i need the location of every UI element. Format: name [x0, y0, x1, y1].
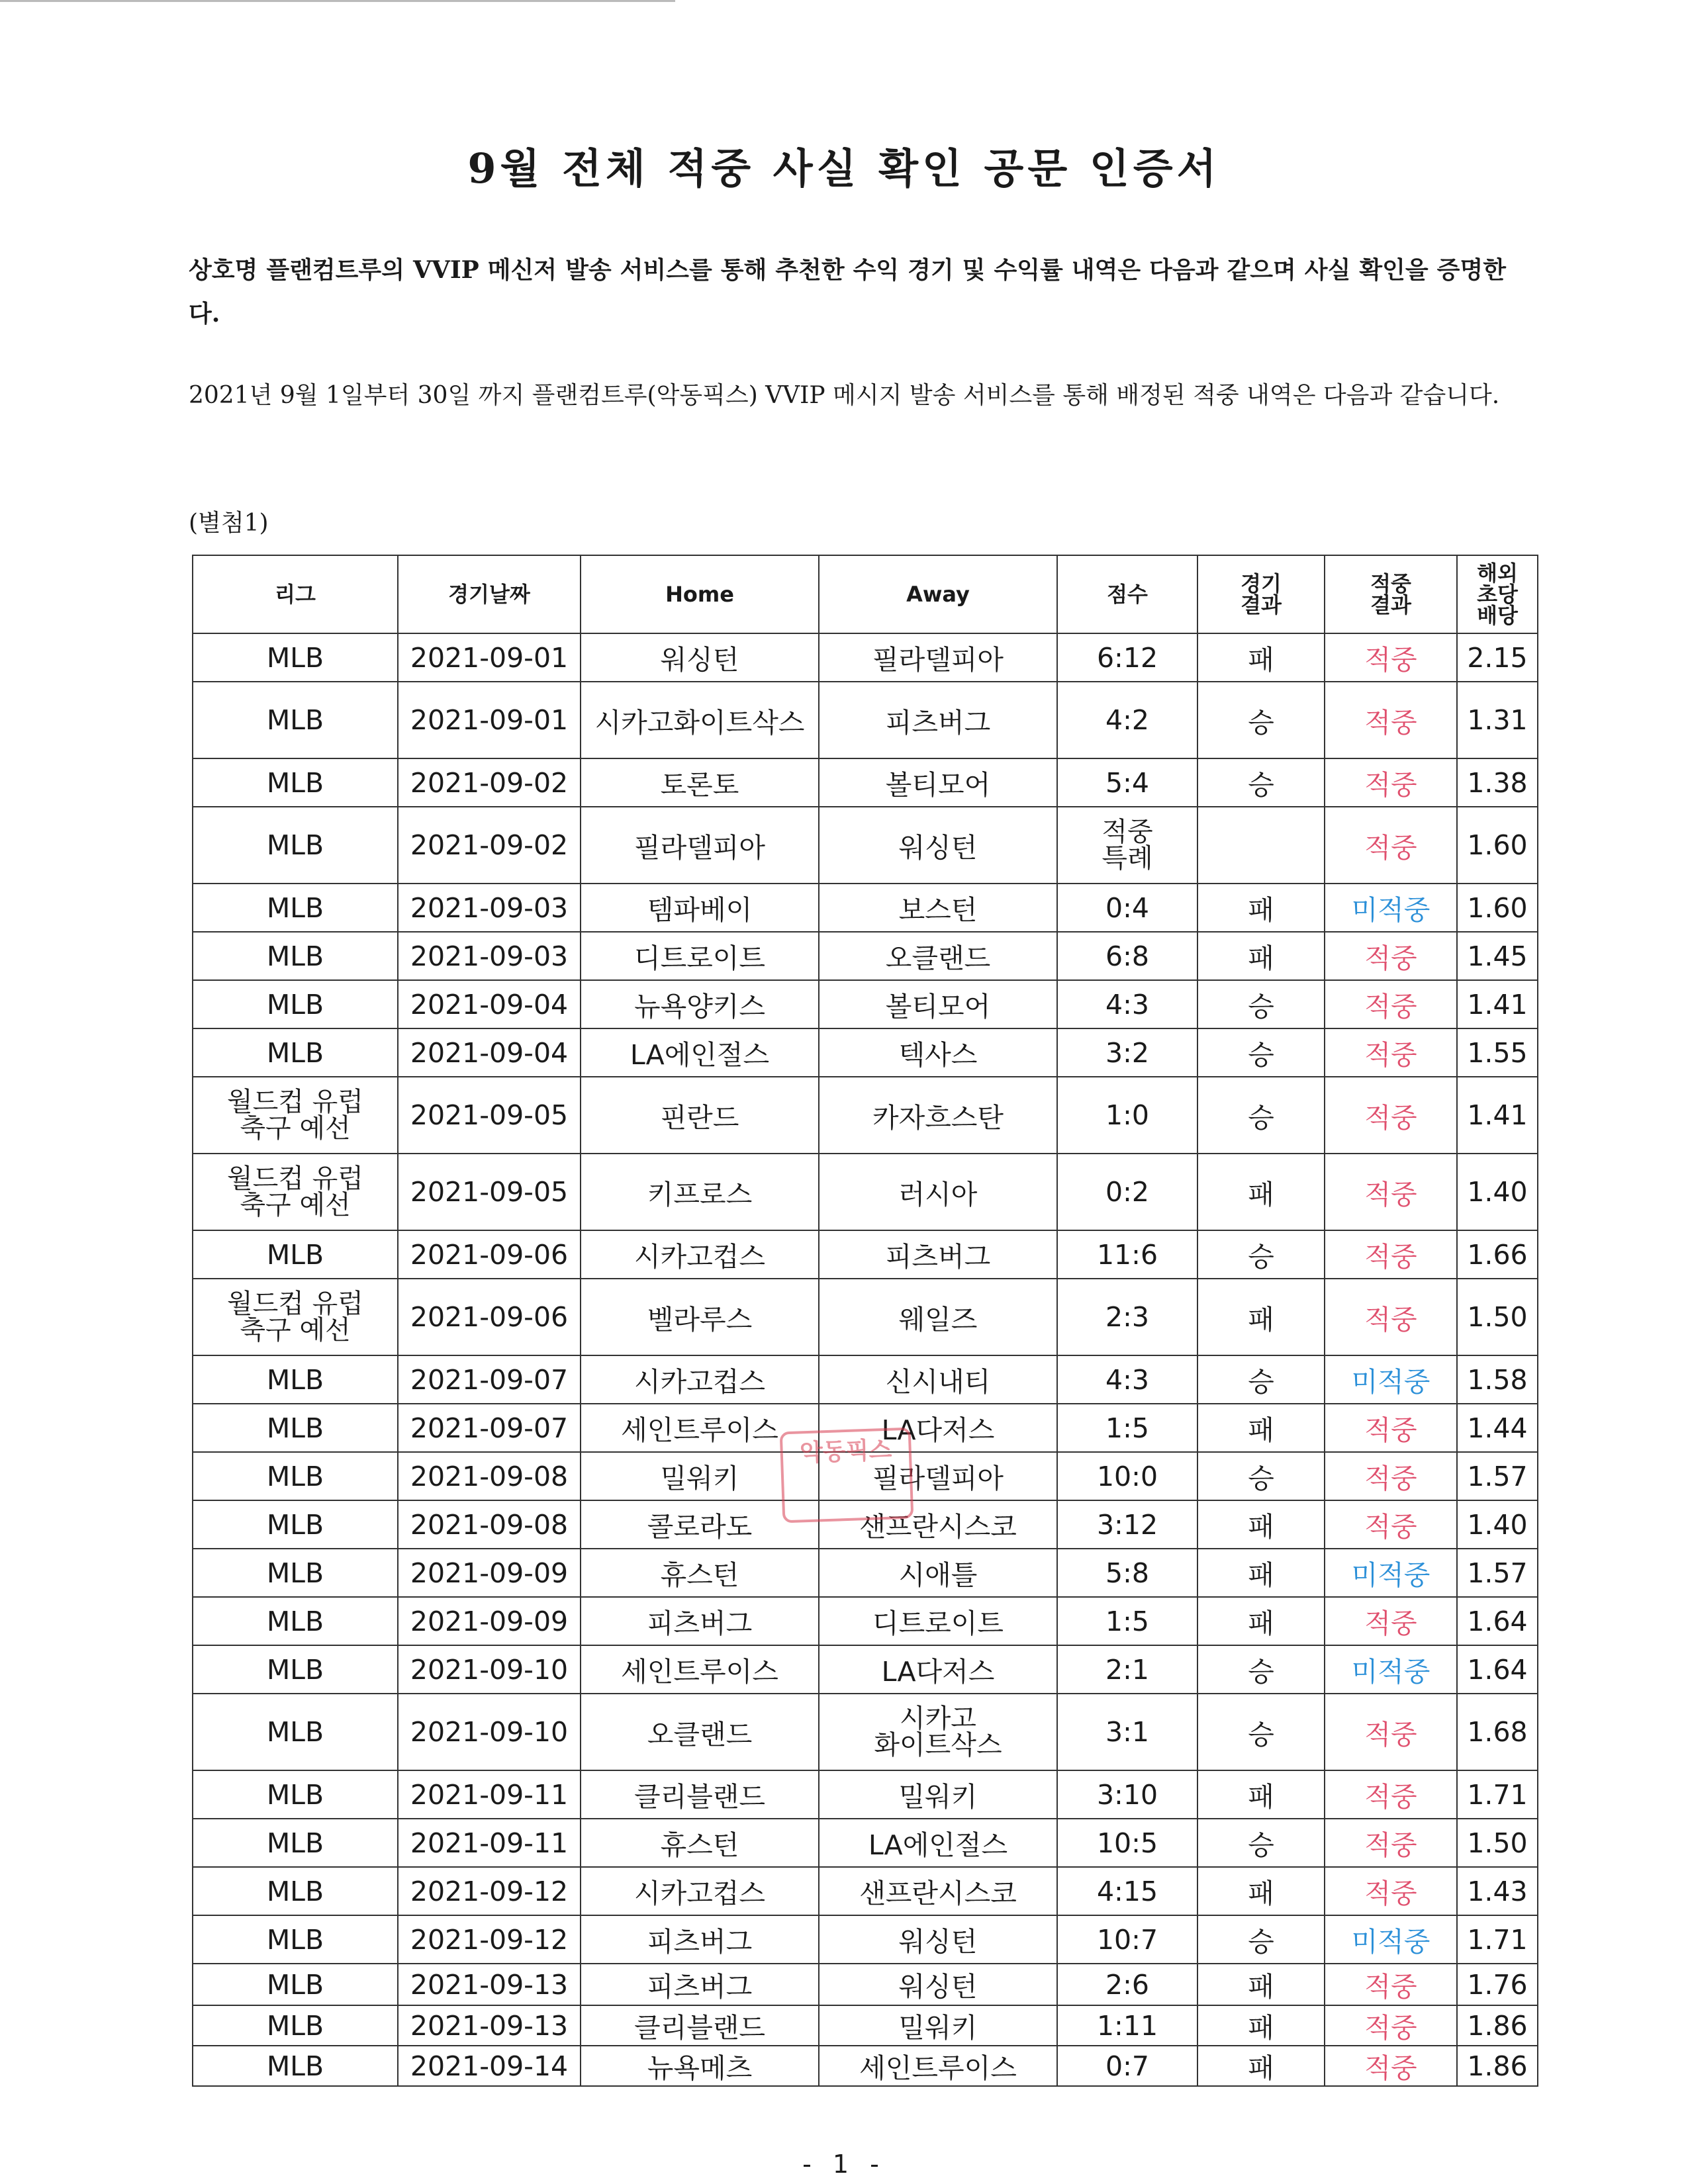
cell-result: 패 — [1197, 1867, 1325, 1915]
cell-score: 11:6 — [1057, 1230, 1197, 1279]
cell-hit: 미적중 — [1325, 1915, 1457, 1964]
cell-away: 신시내티 — [819, 1355, 1057, 1404]
cell-odds: 1.76 — [1457, 1964, 1538, 2005]
cell-odds: 1.60 — [1457, 807, 1538, 884]
cell-score: 2:1 — [1057, 1645, 1197, 1694]
cell-hit: 미적중 — [1325, 1549, 1457, 1597]
cell-odds: 1.40 — [1457, 1500, 1538, 1549]
cell-score: 3:2 — [1057, 1028, 1197, 1077]
cell-date: 2021-09-05 — [398, 1154, 581, 1230]
cell-home: 키프로스 — [581, 1154, 819, 1230]
table-row — [193, 980, 1538, 1028]
cell-hit: 미적중 — [1325, 884, 1457, 932]
cell-odds: 1.86 — [1457, 2005, 1538, 2046]
cell-date: 2021-09-01 — [398, 682, 581, 758]
cell-result: 패 — [1197, 1549, 1325, 1597]
cell-league: MLB — [193, 2005, 398, 2046]
cell-league: MLB — [193, 1028, 398, 1077]
cell-league: 월드컵 유럽 축구 예선 — [193, 1279, 398, 1355]
column-header: 경기 결과 — [1197, 555, 1325, 633]
table-row — [193, 1867, 1538, 1915]
cell-odds: 1.40 — [1457, 1154, 1538, 1230]
cell-away: 샌프란시스코 — [819, 1500, 1057, 1549]
cell-away: 워싱턴 — [819, 1964, 1057, 2005]
cell-result: 패 — [1197, 633, 1325, 682]
cell-score: 5:4 — [1057, 758, 1197, 807]
cell-away: 샌프란시스코 — [819, 1867, 1057, 1915]
cell-date: 2021-09-01 — [398, 633, 581, 682]
cell-home: 피츠버그 — [581, 1964, 819, 2005]
cell-date: 2021-09-10 — [398, 1694, 581, 1770]
cell-score: 1:5 — [1057, 1404, 1197, 1452]
cell-home: 필라델피아 — [581, 807, 819, 884]
cell-away: 밀워키 — [819, 1770, 1057, 1819]
cell-away: 텍사스 — [819, 1028, 1057, 1077]
cell-away: 카자흐스탄 — [819, 1077, 1057, 1154]
cell-date: 2021-09-04 — [398, 980, 581, 1028]
cell-away: 워싱턴 — [819, 807, 1057, 884]
cell-date: 2021-09-12 — [398, 1867, 581, 1915]
cell-league: MLB — [193, 932, 398, 980]
cell-score: 1:0 — [1057, 1077, 1197, 1154]
cell-league: MLB — [193, 884, 398, 932]
cell-odds: 1.43 — [1457, 1867, 1538, 1915]
cell-league: 월드컵 유럽 축구 예선 — [193, 1077, 398, 1154]
cell-home: LA에인절스 — [581, 1028, 819, 1077]
cell-odds: 1.64 — [1457, 1597, 1538, 1645]
cell-odds: 1.71 — [1457, 1915, 1538, 1964]
cell-result: 승 — [1197, 1077, 1325, 1154]
cell-score: 6:8 — [1057, 932, 1197, 980]
cell-score: 0:2 — [1057, 1154, 1197, 1230]
cell-away: 오클랜드 — [819, 932, 1057, 980]
cell-date: 2021-09-03 — [398, 932, 581, 980]
cell-league: MLB — [193, 1645, 398, 1694]
cell-score: 1:11 — [1057, 2005, 1197, 2046]
cell-odds: 1.57 — [1457, 1549, 1538, 1597]
table-row — [193, 1028, 1538, 1077]
cell-result: 승 — [1197, 1355, 1325, 1404]
intro-statement: 상호명 플랜컴트루의 VVIP 메신저 발송 서비스를 통해 추천한 수익 경기 및 수익률 내역은 다음과 같으며 사실 확인을 증명한다. — [189, 256, 1506, 328]
company-seal-stamp — [780, 1428, 914, 1524]
cell-result: 승 — [1197, 1645, 1325, 1694]
cell-league: MLB — [193, 758, 398, 807]
cell-result: 패 — [1197, 1597, 1325, 1645]
attachment-label: (별첨1) — [189, 510, 269, 537]
cell-home: 핀란드 — [581, 1077, 819, 1154]
cell-hit: 적중 — [1325, 2005, 1457, 2046]
table-row — [193, 807, 1538, 884]
cell-date: 2021-09-02 — [398, 807, 581, 884]
table-header-row — [193, 555, 1538, 633]
cell-hit: 적중 — [1325, 1770, 1457, 1819]
cell-hit: 적중 — [1325, 980, 1457, 1028]
cell-hit: 적중 — [1325, 2046, 1457, 2086]
cell-result: 패 — [1197, 1500, 1325, 1549]
cell-league: MLB — [193, 1964, 398, 2005]
cell-hit: 적중 — [1325, 1028, 1457, 1077]
cell-score: 4:2 — [1057, 682, 1197, 758]
cell-home: 오클랜드 — [581, 1694, 819, 1770]
table-body — [193, 633, 1538, 2086]
cell-score: 4:3 — [1057, 980, 1197, 1028]
table-row — [193, 1597, 1538, 1645]
cell-hit: 적중 — [1325, 1694, 1457, 1770]
cell-away: LA다저스 — [819, 1645, 1057, 1694]
column-header: 경기날짜 — [398, 555, 581, 633]
cell-score: 3:12 — [1057, 1500, 1197, 1549]
cell-away: 필라델피아 — [819, 1452, 1057, 1500]
cell-odds: 1.57 — [1457, 1452, 1538, 1500]
cell-home: 시카고컵스 — [581, 1867, 819, 1915]
table-row — [193, 1770, 1538, 1819]
cell-odds: 1.71 — [1457, 1770, 1538, 1819]
cell-result: 승 — [1197, 1230, 1325, 1279]
cell-home: 토론토 — [581, 758, 819, 807]
cell-odds: 1.50 — [1457, 1819, 1538, 1867]
table-row — [193, 1964, 1538, 2005]
table-row — [193, 1549, 1538, 1597]
cell-odds: 1.41 — [1457, 1077, 1538, 1154]
cell-odds: 1.64 — [1457, 1645, 1538, 1694]
cell-home: 클리블랜드 — [581, 1770, 819, 1819]
cell-score: 4:15 — [1057, 1867, 1197, 1915]
cell-score: 6:12 — [1057, 633, 1197, 682]
cell-home: 템파베이 — [581, 884, 819, 932]
cell-result: 패 — [1197, 1279, 1325, 1355]
table-row — [193, 1819, 1538, 1867]
cell-home: 시카고화이트삭스 — [581, 682, 819, 758]
cell-home: 뉴욕양키스 — [581, 980, 819, 1028]
cell-away: 웨일즈 — [819, 1279, 1057, 1355]
scan-top-edge — [0, 0, 675, 2]
cell-away: 워싱턴 — [819, 1915, 1057, 1964]
cell-hit: 적중 — [1325, 932, 1457, 980]
cell-away: 볼티모어 — [819, 980, 1057, 1028]
cell-result: 승 — [1197, 1452, 1325, 1500]
cell-result — [1197, 807, 1325, 884]
cell-result: 패 — [1197, 2046, 1325, 2086]
cell-away: 밀워키 — [819, 2005, 1057, 2046]
table-row — [193, 932, 1538, 980]
cell-league: MLB — [193, 1549, 398, 1597]
cell-score: 0:7 — [1057, 2046, 1197, 2086]
cell-result: 패 — [1197, 884, 1325, 932]
cell-hit: 적중 — [1325, 682, 1457, 758]
cell-hit: 적중 — [1325, 758, 1457, 807]
cell-home: 세인트루이스 — [581, 1645, 819, 1694]
cell-odds: 1.68 — [1457, 1694, 1538, 1770]
cell-score: 2:6 — [1057, 1964, 1197, 2005]
cell-away: 세인트루이스 — [819, 2046, 1057, 2086]
column-header: 점수 — [1057, 555, 1197, 633]
table-row — [193, 1230, 1538, 1279]
cell-home: 휴스턴 — [581, 1819, 819, 1867]
cell-hit: 적중 — [1325, 807, 1457, 884]
cell-league: MLB — [193, 807, 398, 884]
cell-home: 벨라루스 — [581, 1279, 819, 1355]
cell-hit: 미적중 — [1325, 1355, 1457, 1404]
cell-score: 3:1 — [1057, 1694, 1197, 1770]
cell-away: LA에인절스 — [819, 1819, 1057, 1867]
cell-result: 승 — [1197, 1819, 1325, 1867]
cell-league: MLB — [193, 1867, 398, 1915]
cell-home: 휴스턴 — [581, 1549, 819, 1597]
table-row — [193, 1077, 1538, 1154]
cell-result: 승 — [1197, 980, 1325, 1028]
cell-result: 패 — [1197, 1770, 1325, 1819]
cell-away: 피츠버그 — [819, 682, 1057, 758]
cell-away: 시애틀 — [819, 1549, 1057, 1597]
table-row — [193, 633, 1538, 682]
cell-date: 2021-09-06 — [398, 1279, 581, 1355]
cell-away: 러시아 — [819, 1154, 1057, 1230]
cell-date: 2021-09-02 — [398, 758, 581, 807]
cell-home: 콜로라도 — [581, 1500, 819, 1549]
cell-odds: 1.38 — [1457, 758, 1538, 807]
table-row — [193, 758, 1538, 807]
cell-date: 2021-09-10 — [398, 1645, 581, 1694]
cell-score: 2:3 — [1057, 1279, 1197, 1355]
cell-date: 2021-09-04 — [398, 1028, 581, 1077]
table-row — [193, 1694, 1538, 1770]
cell-league: MLB — [193, 980, 398, 1028]
cell-odds: 1.50 — [1457, 1279, 1538, 1355]
cell-score: 10:5 — [1057, 1819, 1197, 1867]
cell-league: MLB — [193, 1915, 398, 1964]
cell-date: 2021-09-12 — [398, 1915, 581, 1964]
period-statement: 2021년 9월 1일부터 30일 까지 플랜컴트루(악동픽스) VVIP 메시지 발송 서비스를 통해 배정된 적중 내역은 다음과 같습니다. — [189, 382, 1500, 409]
cell-result: 패 — [1197, 1964, 1325, 2005]
cell-odds: 1.58 — [1457, 1355, 1538, 1404]
table-row — [193, 1915, 1538, 1964]
stamp-text: 악동픽스 — [799, 1436, 892, 1467]
cell-odds: 1.86 — [1457, 2046, 1538, 2086]
cell-date: 2021-09-11 — [398, 1770, 581, 1819]
cell-home: 클리블랜드 — [581, 2005, 819, 2046]
table-row — [193, 1279, 1538, 1355]
table-row — [193, 1355, 1538, 1404]
cell-date: 2021-09-09 — [398, 1549, 581, 1597]
cell-odds: 1.41 — [1457, 980, 1538, 1028]
cell-score: 1:5 — [1057, 1597, 1197, 1645]
cell-score: 10:0 — [1057, 1452, 1197, 1500]
cell-result: 승 — [1197, 1028, 1325, 1077]
cell-date: 2021-09-13 — [398, 2005, 581, 2046]
table-row — [193, 1154, 1538, 1230]
cell-away: 볼티모어 — [819, 758, 1057, 807]
cell-league: MLB — [193, 1230, 398, 1279]
cell-league: MLB — [193, 1500, 398, 1549]
cell-score: 0:4 — [1057, 884, 1197, 932]
table-row — [193, 884, 1538, 932]
cell-hit: 적중 — [1325, 1154, 1457, 1230]
cell-result: 패 — [1197, 1154, 1325, 1230]
cell-home: 피츠버그 — [581, 1597, 819, 1645]
cell-date: 2021-09-08 — [398, 1452, 581, 1500]
cell-away: 피츠버그 — [819, 1230, 1057, 1279]
cell-odds: 1.45 — [1457, 932, 1538, 980]
cell-date: 2021-09-07 — [398, 1404, 581, 1452]
cell-league: MLB — [193, 682, 398, 758]
cell-league: 월드컵 유럽 축구 예선 — [193, 1154, 398, 1230]
cell-league: MLB — [193, 1597, 398, 1645]
cell-hit: 적중 — [1325, 1404, 1457, 1452]
page-title: 9월 전체 적중 사실 확인 공문 인증서 — [467, 144, 1221, 193]
cell-odds: 2.15 — [1457, 633, 1538, 682]
cell-date: 2021-09-07 — [398, 1355, 581, 1404]
cell-hit: 미적중 — [1325, 1645, 1457, 1694]
cell-result: 패 — [1197, 2005, 1325, 2046]
page-number: - 1 - — [802, 2150, 886, 2179]
results-table — [192, 555, 1538, 2087]
cell-hit: 적중 — [1325, 1867, 1457, 1915]
cell-league: MLB — [193, 1355, 398, 1404]
cell-score: 4:3 — [1057, 1355, 1197, 1404]
cell-away: 보스턴 — [819, 884, 1057, 932]
cell-score: 10:7 — [1057, 1915, 1197, 1964]
cell-date: 2021-09-03 — [398, 884, 581, 932]
cell-date: 2021-09-05 — [398, 1077, 581, 1154]
cell-league: MLB — [193, 633, 398, 682]
cell-league: MLB — [193, 1770, 398, 1819]
column-header: Away — [819, 555, 1057, 633]
cell-hit: 적중 — [1325, 1077, 1457, 1154]
cell-home: 피츠버그 — [581, 1915, 819, 1964]
cell-result: 패 — [1197, 1404, 1325, 1452]
cell-home: 뉴욕메츠 — [581, 2046, 819, 2086]
column-header: 해외 초당 배당 — [1457, 555, 1538, 633]
cell-hit: 적중 — [1325, 1597, 1457, 1645]
cell-home: 시카고컵스 — [581, 1230, 819, 1279]
cell-odds: 1.66 — [1457, 1230, 1538, 1279]
table-row — [193, 2046, 1538, 2086]
cell-hit: 적중 — [1325, 1230, 1457, 1279]
cell-hit: 적중 — [1325, 1500, 1457, 1549]
cell-home: 밀워키 — [581, 1452, 819, 1500]
cell-home: 세인트루이스 — [581, 1404, 819, 1452]
column-header: 리그 — [193, 555, 398, 633]
cell-home: 디트로이트 — [581, 932, 819, 980]
cell-away: 디트로이트 — [819, 1597, 1057, 1645]
cell-league: MLB — [193, 1694, 398, 1770]
cell-date: 2021-09-08 — [398, 1500, 581, 1549]
cell-result: 승 — [1197, 1915, 1325, 1964]
cell-date: 2021-09-06 — [398, 1230, 581, 1279]
column-header: 적중 결과 — [1325, 555, 1457, 633]
cell-away: 필라델피아 — [819, 633, 1057, 682]
cell-hit: 적중 — [1325, 1964, 1457, 2005]
cell-result: 승 — [1197, 758, 1325, 807]
cell-result: 승 — [1197, 682, 1325, 758]
cell-result: 패 — [1197, 932, 1325, 980]
cell-result: 승 — [1197, 1694, 1325, 1770]
cell-date: 2021-09-11 — [398, 1819, 581, 1867]
table-row — [193, 682, 1538, 758]
cell-home: 워싱턴 — [581, 633, 819, 682]
cell-score: 적중 특례 — [1057, 807, 1197, 884]
table-row — [193, 2005, 1538, 2046]
cell-odds: 1.60 — [1457, 884, 1538, 932]
table-row — [193, 1645, 1538, 1694]
cell-score: 5:8 — [1057, 1549, 1197, 1597]
cell-odds: 1.55 — [1457, 1028, 1538, 1077]
cell-hit: 적중 — [1325, 1452, 1457, 1500]
cell-league: MLB — [193, 2046, 398, 2086]
cell-league: MLB — [193, 1819, 398, 1867]
cell-home: 시카고컵스 — [581, 1355, 819, 1404]
cell-away: LA다저스 — [819, 1404, 1057, 1452]
cell-hit: 적중 — [1325, 1279, 1457, 1355]
cell-hit: 적중 — [1325, 633, 1457, 682]
cell-away: 시카고 화이트삭스 — [819, 1694, 1057, 1770]
cell-date: 2021-09-13 — [398, 1964, 581, 2005]
cell-odds: 1.44 — [1457, 1404, 1538, 1452]
cell-date: 2021-09-09 — [398, 1597, 581, 1645]
column-header: Home — [581, 555, 819, 633]
cell-odds: 1.31 — [1457, 682, 1538, 758]
cell-date: 2021-09-14 — [398, 2046, 581, 2086]
cell-league: MLB — [193, 1452, 398, 1500]
cell-score: 3:10 — [1057, 1770, 1197, 1819]
cell-hit: 적중 — [1325, 1819, 1457, 1867]
cell-league: MLB — [193, 1404, 398, 1452]
